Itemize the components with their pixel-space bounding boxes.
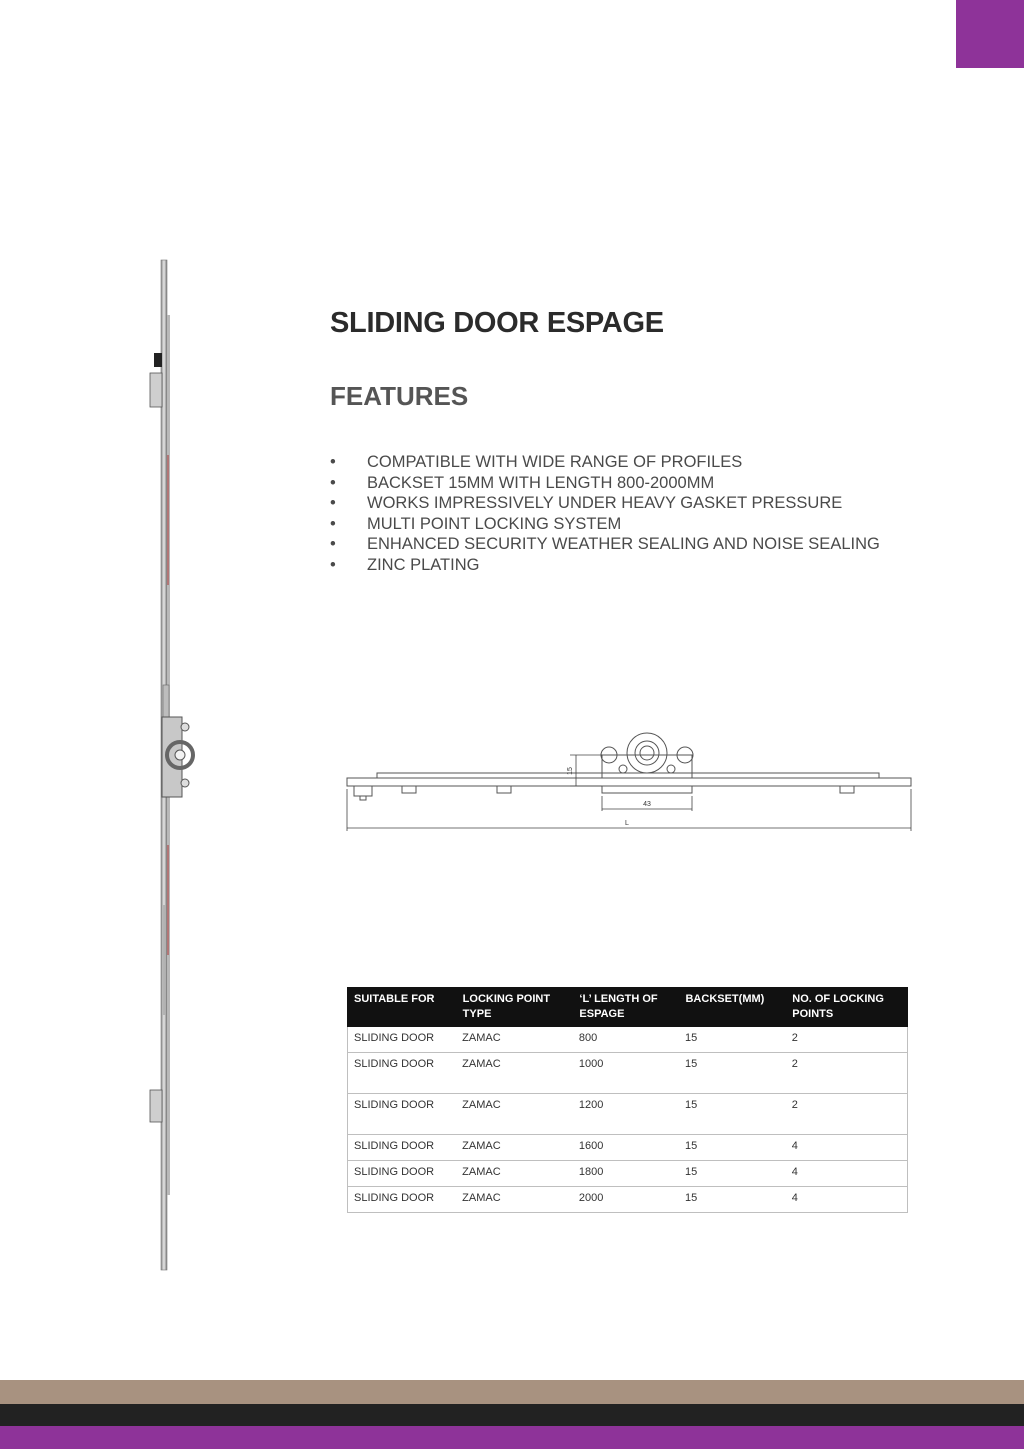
cell-locking-type: ZAMAC <box>456 1135 573 1161</box>
cell-locking-type: ZAMAC <box>456 1161 573 1187</box>
feature-item <box>330 473 880 494</box>
cell-backset: 15 <box>679 1187 786 1213</box>
feature-item <box>330 493 880 514</box>
cell-suitable-for: SLIDING DOOR <box>348 1094 457 1135</box>
cell-locking-points: 4 <box>786 1161 908 1187</box>
cell-locking-points: 2 <box>786 1027 908 1053</box>
cell-locking-type: ZAMAC <box>456 1094 573 1135</box>
cell-backset: 15 <box>679 1053 786 1094</box>
cell-suitable-for: SLIDING DOOR <box>348 1187 457 1213</box>
feature-text: ZINC PLATING <box>367 555 480 574</box>
table-row <box>348 1135 908 1161</box>
cell-locking-points: 4 <box>786 1187 908 1213</box>
cell-locking-type: ZAMAC <box>456 1053 573 1094</box>
technical-drawing <box>340 715 920 840</box>
cell-length: 1000 <box>573 1053 679 1094</box>
table-row <box>348 1053 908 1094</box>
cell-backset: 15 <box>679 1094 786 1135</box>
footer-band-tan <box>0 1380 1024 1404</box>
feature-text: ENHANCED SECURITY WEATHER SEALING AND NOISE SEALING <box>367 535 880 554</box>
footer-band-dark <box>0 1404 1024 1426</box>
feature-text: MULTI POINT LOCKING SYSTEM <box>367 514 622 533</box>
bullet-glyph: • <box>330 453 336 471</box>
features-heading: FEATURES <box>330 381 469 411</box>
footer-band-purple <box>0 1426 1024 1449</box>
bullet-glyph: • <box>330 514 336 533</box>
cell-locking-points: 2 <box>786 1053 908 1094</box>
cell-suitable-for: SLIDING DOOR <box>348 1053 457 1094</box>
table-row <box>348 1161 908 1187</box>
feature-item <box>330 555 880 576</box>
cell-locking-points: 4 <box>786 1135 908 1161</box>
feature-item <box>330 534 880 555</box>
cell-suitable-for: SLIDING DOOR <box>348 1135 457 1161</box>
dimension-length: L <box>625 820 629 827</box>
cell-length: 2000 <box>573 1187 679 1213</box>
bullet-glyph: • <box>330 535 336 554</box>
dimension-width: 43 <box>643 801 651 808</box>
bullet-glyph: • <box>330 473 336 492</box>
feature-item <box>330 514 880 535</box>
table-header-row <box>348 988 908 1027</box>
cell-suitable-for: SLIDING DOOR <box>348 1161 457 1187</box>
header-suitable-for: SUITABLE FOR <box>348 988 457 1027</box>
cell-length: 1600 <box>573 1135 679 1161</box>
cell-locking-type: ZAMAC <box>456 1187 573 1213</box>
dimension-backset: 15 <box>567 767 574 775</box>
product-title: SLIDING DOOR ESPAGE <box>330 307 664 339</box>
cell-backset: 15 <box>679 1027 786 1053</box>
table-row <box>348 1027 908 1053</box>
spec-table <box>347 987 908 1213</box>
cell-locking-points: 2 <box>786 1094 908 1135</box>
header-locking-points: NO. OF LOCKING POINTS <box>786 988 908 1027</box>
feature-text: WORKS IMPRESSIVELY UNDER HEAVY GASKET PRESSURE <box>367 494 843 513</box>
cell-backset: 15 <box>679 1135 786 1161</box>
espagnolette-product-image <box>130 255 220 1275</box>
feature-text: COMPATIBLE WITH WIDE RANGE OF PROFILES <box>367 453 743 471</box>
cell-length: 1200 <box>573 1094 679 1135</box>
cell-locking-type: ZAMAC <box>456 1027 573 1053</box>
cell-suitable-for: SLIDING DOOR <box>348 1027 457 1053</box>
header-backset: BACKSET(MM) <box>679 988 786 1027</box>
header-length-of-espage: ‘L’ LENGTH OF ESPAGE <box>573 988 679 1027</box>
corner-accent-tab <box>956 0 1024 68</box>
bullet-glyph: • <box>330 494 336 513</box>
feature-text: BACKSET 15MM WITH LENGTH 800-2000MM <box>367 473 715 492</box>
table-row <box>348 1187 908 1213</box>
drawing-linework <box>347 733 911 800</box>
header-locking-point-type: LOCKING POINT TYPE <box>456 988 573 1027</box>
bullet-glyph: • <box>330 555 336 574</box>
cell-length: 1800 <box>573 1161 679 1187</box>
features-list <box>330 452 880 576</box>
cell-length: 800 <box>573 1027 679 1053</box>
table-row <box>348 1094 908 1135</box>
cell-backset: 15 <box>679 1161 786 1187</box>
feature-item <box>330 452 880 473</box>
